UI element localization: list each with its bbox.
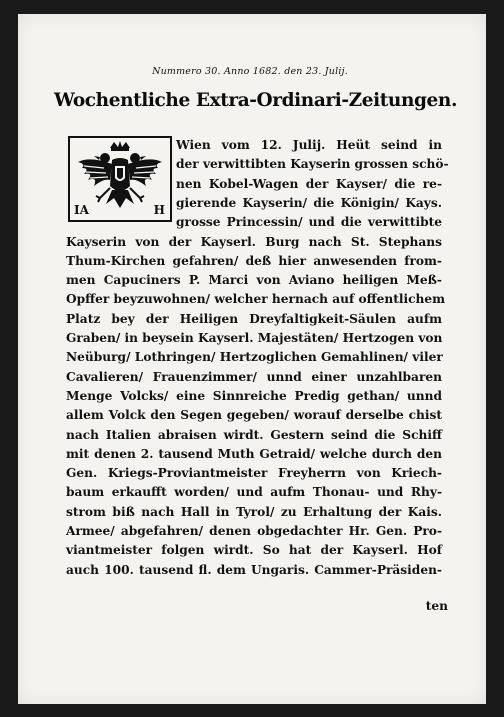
article-line: gierende Kayserin/ die Königin/ Kays. (176, 195, 442, 210)
article-line: nach Italien abraisen wirdt. Gestern seind die Schiff (66, 427, 442, 442)
article-line: viantmeister folgen wirdt. So hat der Kayserl. Hof (66, 543, 442, 558)
article-line: nen Kobel-Wagen der Kayser/ die re- (176, 176, 442, 191)
emblem-initial-right: H (153, 203, 165, 217)
issue-line: Nummero 30. Anno 1682. den 23. Julij. (152, 66, 348, 77)
article-line: Kayserin von der Kayserl. Burg nach St. Stephans (66, 234, 442, 249)
article-line: Neüburg/ Lothringen/ Hertzoglichen Gemahlinen/ viler (66, 350, 443, 365)
article-line: Thum-Kirchen gefahren/ deß hier anwesenden from- (66, 253, 442, 268)
article-line: allem Volck den Segen gegeben/ worauf derselbe chist (66, 408, 442, 423)
article-line: men Capuciners P. Marci von Aviano heiligen Meß- (66, 273, 442, 288)
catchword: ten (425, 599, 448, 613)
article-line: strom biß nach Hall in Tyrol/ zu Erhaltung der Kais. (66, 504, 442, 519)
article-line: Opffer beyzuwohnen/ welcher hernach auf offentlichem (66, 292, 446, 307)
article-line: grosse Princessin/ und die verwittibte (176, 215, 442, 230)
article-line: der verwittibten Kayserin grossen schö- (176, 157, 449, 172)
article-line: baum erkaufft worden/ und aufm Thonau- und Rhy- (66, 485, 442, 500)
article-line: Platz bey der Heiligen Dreyfaltigkeit-Säulen aufm (66, 311, 442, 326)
article-line: Armee/ abgefahren/ denen obgedachter Hr. Gen. Pro- (66, 524, 442, 538)
article-line: Menge Volcks/ eine Sinnreiche Predig gethan/ unnd (66, 388, 442, 403)
emblem-initial-left: IA (74, 203, 89, 217)
article-line: Wien vom 12. Julij. Heüt seind in (176, 138, 442, 152)
masthead-title: Wochentliche Extra-Ordinari-Zeitungen. (54, 90, 458, 111)
article-line: auch 100. tausend fl. dem Ungaris. Cammer-Präsiden- (66, 562, 442, 577)
article-line: Cavalieren/ Frauenzimmer/ unnd einer unzahlbaren (66, 369, 442, 384)
printer-emblem (68, 136, 172, 222)
article-line: mit denen 2. tausend Muth Getraid/ welche durch den (66, 446, 442, 461)
article-line: Graben/ in beysein Kayserl. Majestäten/ Hertzogen von (66, 331, 443, 345)
article-line: Gen. Kriegs-Proviantmeister Freyherrn von Kriech- (66, 466, 442, 481)
